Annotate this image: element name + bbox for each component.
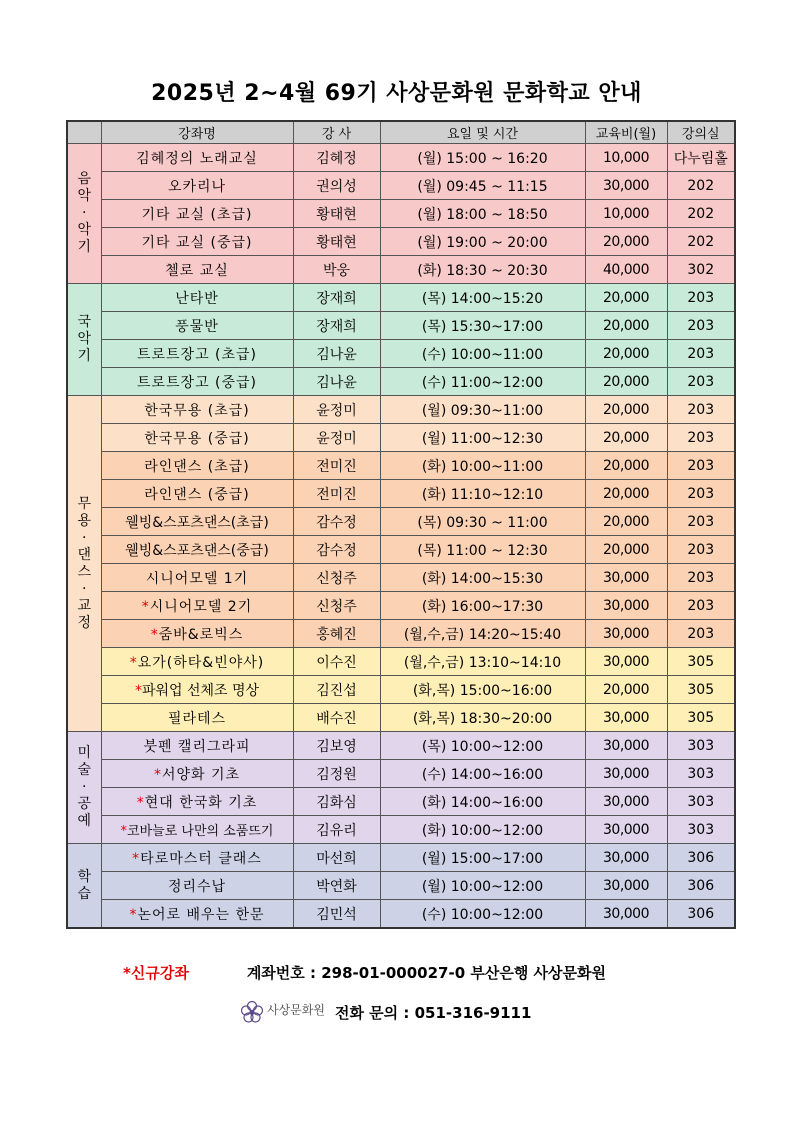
category-dance: [67, 396, 101, 732]
course-name: 풍물반: [101, 312, 293, 340]
classroom: 203: [667, 424, 735, 452]
header-room: 강의실: [667, 121, 735, 144]
schedule-time: (화) 14:00~15:30: [380, 564, 585, 592]
header-fee: 교육비(월): [585, 121, 667, 144]
teacher: 마선희: [293, 844, 380, 872]
table-row: [67, 480, 735, 508]
classroom: 203: [667, 452, 735, 480]
classroom: 302: [667, 256, 735, 284]
monthly-fee: 10,000: [585, 144, 667, 172]
monthly-fee: 20,000: [585, 508, 667, 536]
teacher: 권의성: [293, 172, 380, 200]
monthly-fee: 20,000: [585, 424, 667, 452]
schedule-time: (수) 11:00~12:00: [380, 368, 585, 396]
schedule-time: (화) 10:00~12:00: [380, 816, 585, 844]
table-row: [67, 536, 735, 564]
classroom: 203: [667, 564, 735, 592]
classroom: 305: [667, 676, 735, 704]
table-row: [67, 732, 735, 760]
classroom: 202: [667, 172, 735, 200]
course-name: *코바늘로 나만의 소품뜨기: [101, 816, 293, 844]
course-name: *시니어모델 2기: [101, 592, 293, 620]
table-row: [67, 144, 735, 172]
schedule-time: (화) 18:30 ~ 20:30: [380, 256, 585, 284]
monthly-fee: 20,000: [585, 312, 667, 340]
category-art-label: 미 술 · 공 예: [77, 745, 92, 829]
phone-inquiry: 전화 문의 : 051-316-9111: [334, 1003, 532, 1022]
schedule-time: (월) 09:45 ~ 11:15: [380, 172, 585, 200]
schedule-time: (월) 15:00~17:00: [380, 844, 585, 872]
monthly-fee: 20,000: [585, 536, 667, 564]
course-name: 시니어모델 1기: [101, 564, 293, 592]
classroom: 306: [667, 900, 735, 929]
classroom: 306: [667, 844, 735, 872]
table-row: [67, 900, 735, 929]
schedule-time: (목) 09:30 ~ 11:00: [380, 508, 585, 536]
course-name: 트로트장고 (초급): [101, 340, 293, 368]
monthly-fee: 30,000: [585, 592, 667, 620]
course-name: 첼로 교실: [101, 256, 293, 284]
classroom: 303: [667, 816, 735, 844]
schedule-time: (월) 19:00 ~ 20:00: [380, 228, 585, 256]
table-row: [67, 284, 735, 312]
course-name: *요가(하타&빈야사): [101, 648, 293, 676]
category-study: [67, 844, 101, 929]
table-row: [67, 564, 735, 592]
new-course-legend: *신규강좌: [123, 964, 189, 982]
table-row: [67, 872, 735, 900]
monthly-fee: 20,000: [585, 676, 667, 704]
table-row: [67, 620, 735, 648]
classroom: 203: [667, 340, 735, 368]
table-row: [67, 200, 735, 228]
teacher: 전미진: [293, 452, 380, 480]
table-row: [67, 172, 735, 200]
course-name: 트로트장고 (중급): [101, 368, 293, 396]
new-course-mark: *: [141, 598, 150, 615]
schedule-time: (화) 14:00~16:00: [380, 788, 585, 816]
category-music-label: 음 악 · 악 기: [77, 171, 92, 255]
classroom: 203: [667, 396, 735, 424]
teacher: 김나윤: [293, 368, 380, 396]
course-name: 한국무용 (초급): [101, 396, 293, 424]
monthly-fee: 30,000: [585, 816, 667, 844]
schedule-time: (월,수,금) 13:10~14:10: [380, 648, 585, 676]
course-name: *줌바&로빅스: [101, 620, 293, 648]
new-course-mark: *: [132, 850, 141, 867]
table-row: [67, 760, 735, 788]
table-row: [67, 312, 735, 340]
monthly-fee: 40,000: [585, 256, 667, 284]
monthly-fee: 30,000: [585, 760, 667, 788]
new-course-mark: *: [150, 626, 159, 643]
schedule-time: (화) 10:00~11:00: [380, 452, 585, 480]
monthly-fee: 30,000: [585, 732, 667, 760]
table-row: [67, 424, 735, 452]
classroom: 202: [667, 228, 735, 256]
schedule-time: (목) 15:30~17:00: [380, 312, 585, 340]
account-info: [123, 962, 606, 983]
course-name: *현대 한국화 기초: [101, 788, 293, 816]
category-music: [67, 144, 101, 284]
course-name: 기타 교실 (초급): [101, 200, 293, 228]
table-row: [67, 396, 735, 424]
category-traditional: [67, 284, 101, 396]
teacher: 배수진: [293, 704, 380, 732]
new-course-mark: *: [153, 766, 162, 783]
course-name: 정리수납: [101, 872, 293, 900]
monthly-fee: 30,000: [585, 872, 667, 900]
monthly-fee: 20,000: [585, 480, 667, 508]
teacher: 신청주: [293, 564, 380, 592]
logo-text: 사상문화원: [267, 1002, 325, 1017]
table-row: [67, 256, 735, 284]
teacher: 황태현: [293, 228, 380, 256]
classroom: 202: [667, 200, 735, 228]
classroom: 203: [667, 480, 735, 508]
header-teacher: 강 사: [293, 121, 380, 144]
table-header-row: [67, 121, 735, 144]
classroom: 305: [667, 704, 735, 732]
teacher: 김진섭: [293, 676, 380, 704]
flower-logo-icon: [240, 1000, 264, 1024]
teacher: 김나윤: [293, 340, 380, 368]
new-course-mark: *: [129, 654, 138, 671]
teacher: 홍혜진: [293, 620, 380, 648]
monthly-fee: 30,000: [585, 788, 667, 816]
schedule-time: (월) 15:00 ~ 16:20: [380, 144, 585, 172]
category-art: [67, 732, 101, 844]
teacher: 전미진: [293, 480, 380, 508]
schedule-time: (화) 16:00~17:30: [380, 592, 585, 620]
teacher: 윤정미: [293, 424, 380, 452]
teacher: 장재희: [293, 312, 380, 340]
course-name: *논어로 배우는 한문: [101, 900, 293, 929]
monthly-fee: 30,000: [585, 648, 667, 676]
teacher: 신청주: [293, 592, 380, 620]
page-title: 2025년 2~4월 69기 사상문화원 문화학교 안내: [151, 81, 642, 106]
course-name: 난타반: [101, 284, 293, 312]
table-row: [67, 816, 735, 844]
table-row: [67, 676, 735, 704]
teacher: 박웅: [293, 256, 380, 284]
schedule-time: (화) 11:10~12:10: [380, 480, 585, 508]
category-study-label: 학 습: [77, 868, 92, 902]
course-name: 기타 교실 (중급): [101, 228, 293, 256]
monthly-fee: 30,000: [585, 704, 667, 732]
classroom: 203: [667, 592, 735, 620]
schedule-time: (수) 10:00~12:00: [380, 900, 585, 929]
course-schedule-table: [66, 120, 736, 929]
course-name: 웰빙&스포츠댄스(초급): [101, 508, 293, 536]
teacher: 김혜정: [293, 144, 380, 172]
course-name: *파워업 선체조 명상: [101, 676, 293, 704]
teacher: 감수정: [293, 536, 380, 564]
monthly-fee: 20,000: [585, 228, 667, 256]
classroom: 305: [667, 648, 735, 676]
monthly-fee: 30,000: [585, 172, 667, 200]
classroom: 203: [667, 312, 735, 340]
teacher: 김유리: [293, 816, 380, 844]
course-name: 김혜정의 노래교실: [101, 144, 293, 172]
course-name: 웰빙&스포츠댄스(중급): [101, 536, 293, 564]
schedule-time: (수) 14:00~16:00: [380, 760, 585, 788]
table-row: [67, 648, 735, 676]
teacher: 박연화: [293, 872, 380, 900]
table-row: [67, 844, 735, 872]
schedule-time: (월) 09:30~11:00: [380, 396, 585, 424]
table-row: [67, 452, 735, 480]
monthly-fee: 20,000: [585, 396, 667, 424]
bank-account: 계좌번호 : 298-01-000027-0 부산은행 사상문화원: [246, 964, 606, 982]
teacher: 김보영: [293, 732, 380, 760]
schedule-time: (월) 18:00 ~ 18:50: [380, 200, 585, 228]
schedule-time: (월,수,금) 14:20~15:40: [380, 620, 585, 648]
teacher: 윤정미: [293, 396, 380, 424]
header-course: 강좌명: [101, 121, 293, 144]
teacher: 황태현: [293, 200, 380, 228]
monthly-fee: 10,000: [585, 200, 667, 228]
classroom: 306: [667, 872, 735, 900]
header-category: [67, 121, 101, 144]
category-traditional-label: 국 악 기: [77, 314, 92, 364]
classroom: 203: [667, 620, 735, 648]
schedule-time: (목) 10:00~12:00: [380, 732, 585, 760]
monthly-fee: 20,000: [585, 368, 667, 396]
table-row: [67, 508, 735, 536]
new-course-mark: *: [136, 794, 145, 811]
classroom: 203: [667, 368, 735, 396]
monthly-fee: 30,000: [585, 900, 667, 929]
teacher: 장재희: [293, 284, 380, 312]
new-course-mark: *: [120, 824, 128, 839]
table-row: [67, 704, 735, 732]
classroom: 303: [667, 788, 735, 816]
classroom: 다누림홀: [667, 144, 735, 172]
course-name: 라인댄스 (중급): [101, 480, 293, 508]
course-name: 필라테스: [101, 704, 293, 732]
table-row: [67, 228, 735, 256]
teacher: 김민석: [293, 900, 380, 929]
schedule-time: (목) 11:00 ~ 12:30: [380, 536, 585, 564]
classroom: 303: [667, 732, 735, 760]
schedule-time: (화,목) 18:30~20:00: [380, 704, 585, 732]
classroom: 303: [667, 760, 735, 788]
course-name: *서양화 기초: [101, 760, 293, 788]
course-name: 오카리나: [101, 172, 293, 200]
monthly-fee: 20,000: [585, 284, 667, 312]
course-name: *타로마스터 클래스: [101, 844, 293, 872]
classroom: 203: [667, 536, 735, 564]
schedule-time: (월) 10:00~12:00: [380, 872, 585, 900]
schedule-time: (목) 14:00~15:20: [380, 284, 585, 312]
teacher: 김화심: [293, 788, 380, 816]
teacher: 이수진: [293, 648, 380, 676]
monthly-fee: 30,000: [585, 564, 667, 592]
schedule-time: (수) 10:00~11:00: [380, 340, 585, 368]
table-row: [67, 788, 735, 816]
classroom: 203: [667, 508, 735, 536]
monthly-fee: 20,000: [585, 340, 667, 368]
culture-center-logo: [240, 1000, 325, 1024]
monthly-fee: 30,000: [585, 844, 667, 872]
teacher: 김정원: [293, 760, 380, 788]
table-row: [67, 368, 735, 396]
table-row: [67, 592, 735, 620]
course-name: 한국무용 (중급): [101, 424, 293, 452]
new-course-mark: *: [134, 682, 142, 699]
course-name: 붓펜 캘리그라피: [101, 732, 293, 760]
table-row: [67, 340, 735, 368]
contact-info: [240, 1000, 531, 1024]
new-course-mark: *: [129, 906, 138, 923]
category-dance-label: 무 용 · 댄 스 · 교 정: [77, 495, 92, 631]
course-name: 라인댄스 (초급): [101, 452, 293, 480]
teacher: 감수정: [293, 508, 380, 536]
schedule-time: (월) 11:00~12:30: [380, 424, 585, 452]
header-time: 요일 및 시간: [380, 121, 585, 144]
monthly-fee: 20,000: [585, 452, 667, 480]
schedule-time: (화,목) 15:00~16:00: [380, 676, 585, 704]
classroom: 203: [667, 284, 735, 312]
monthly-fee: 30,000: [585, 620, 667, 648]
